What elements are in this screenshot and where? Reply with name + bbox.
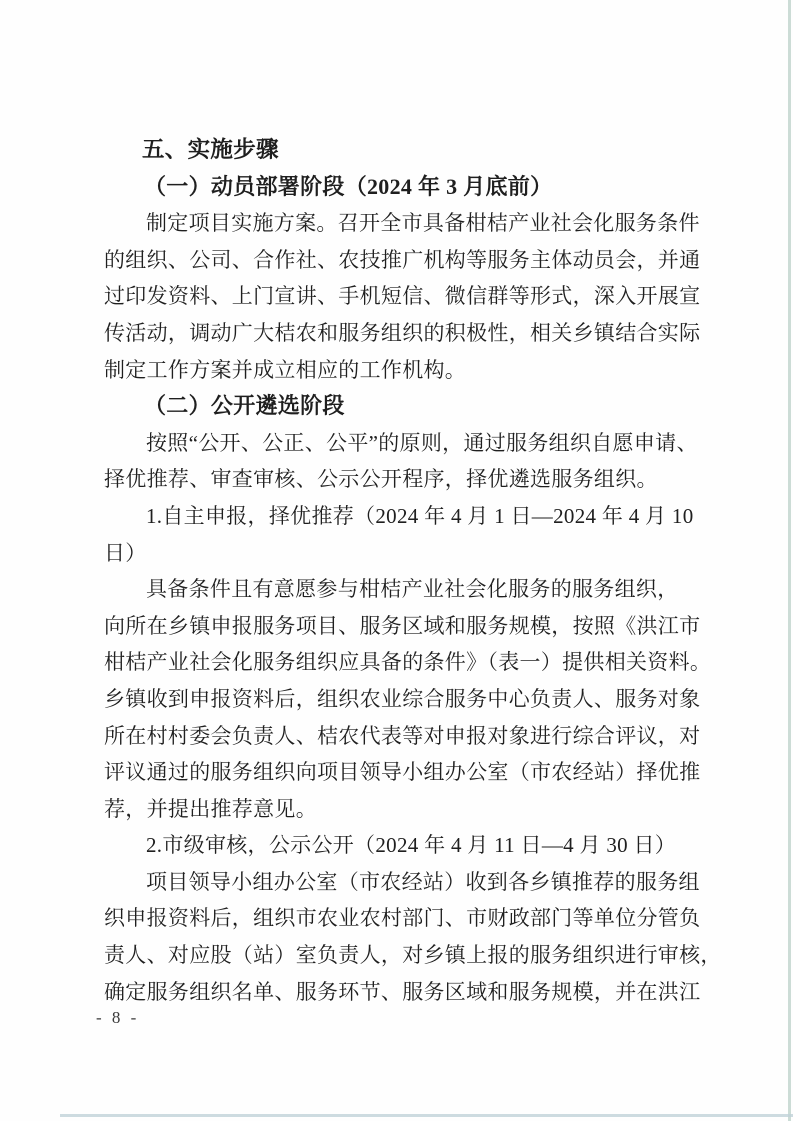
text-line: 评议通过的服务组织向项目领导小组办公室（市农经站）择优推 — [104, 760, 701, 785]
text-line: 过印发资料、上门宣讲、手机短信、微信群等形式，深入开展宣 — [104, 284, 701, 309]
text-line: 乡镇收到申报资料后，组织农业综合服务中心负责人、服务对象 — [104, 686, 701, 711]
text-line: 日） — [104, 540, 147, 565]
text-line: 2.市级审核，公示公开（2024 年 4 月 11 日—4 月 30 日） — [146, 833, 677, 858]
text-line: 按照“公开、公正、公平”的原则，通过服务组织自愿申请、 — [146, 430, 698, 455]
text-line: 向所在乡镇申报服务项目、服务区域和服务规模，按照《洪江市 — [104, 613, 701, 638]
text-line: 确定服务组织名单、服务环节、服务区域和服务规模，并在洪江 — [104, 979, 701, 1004]
scan-edge-right — [788, 0, 791, 1121]
text-line: 所在村村委会负责人、桔农代表等对申报对象进行综合评议，对 — [104, 723, 701, 748]
text-line: 传活动，调动广大桔农和服务组织的积极性，相关乡镇结合实际 — [104, 320, 701, 345]
text-line: 制定项目实施方案。召开全市具备柑桔产业社会化服务条件 — [146, 211, 700, 236]
text-line: 的组织、公司、合作社、农技推广机构等服务主体动员会，并通 — [104, 247, 701, 272]
text-line: 柑桔产业社会化服务组织应具备的条件》（表一）提供相关资料。 — [104, 650, 712, 675]
scan-edge-bottom — [60, 1114, 793, 1117]
text-line: 项目领导小组办公室（市农经站）收到各乡镇推荐的服务组 — [146, 869, 700, 894]
text-line: 1.自主申报，择优推荐（2024 年 4 月 1 日—2024 年 4 月 10 — [146, 503, 694, 528]
text-line: 责人、对应股（站）室负责人，对乡镇上报的服务组织进行审核， — [104, 943, 722, 968]
text-line: 制定工作方案并成立相应的工作机构。 — [104, 357, 467, 382]
text-line: （一）动员部署阶段（2024 年 3 月底前） — [144, 173, 553, 199]
text-line: 荐，并提出推荐意见。 — [104, 796, 317, 821]
text-line: 具备条件且有意愿参与柑桔产业社会化服务的服务组织， — [146, 577, 679, 602]
text-line: 择优推荐、审查审核、公示公开程序，择优遴选服务组织。 — [104, 467, 658, 492]
page-number: - 8 - — [96, 1008, 140, 1027]
document-body — [104, 132, 722, 1010]
text-line: 织申报资料后，组织市农业农村部门、市财政部门等单位分管负 — [104, 906, 701, 931]
text-line: （二）公开遴选阶段 — [144, 393, 345, 419]
text-line: 五、实施步骤 — [142, 137, 279, 162]
